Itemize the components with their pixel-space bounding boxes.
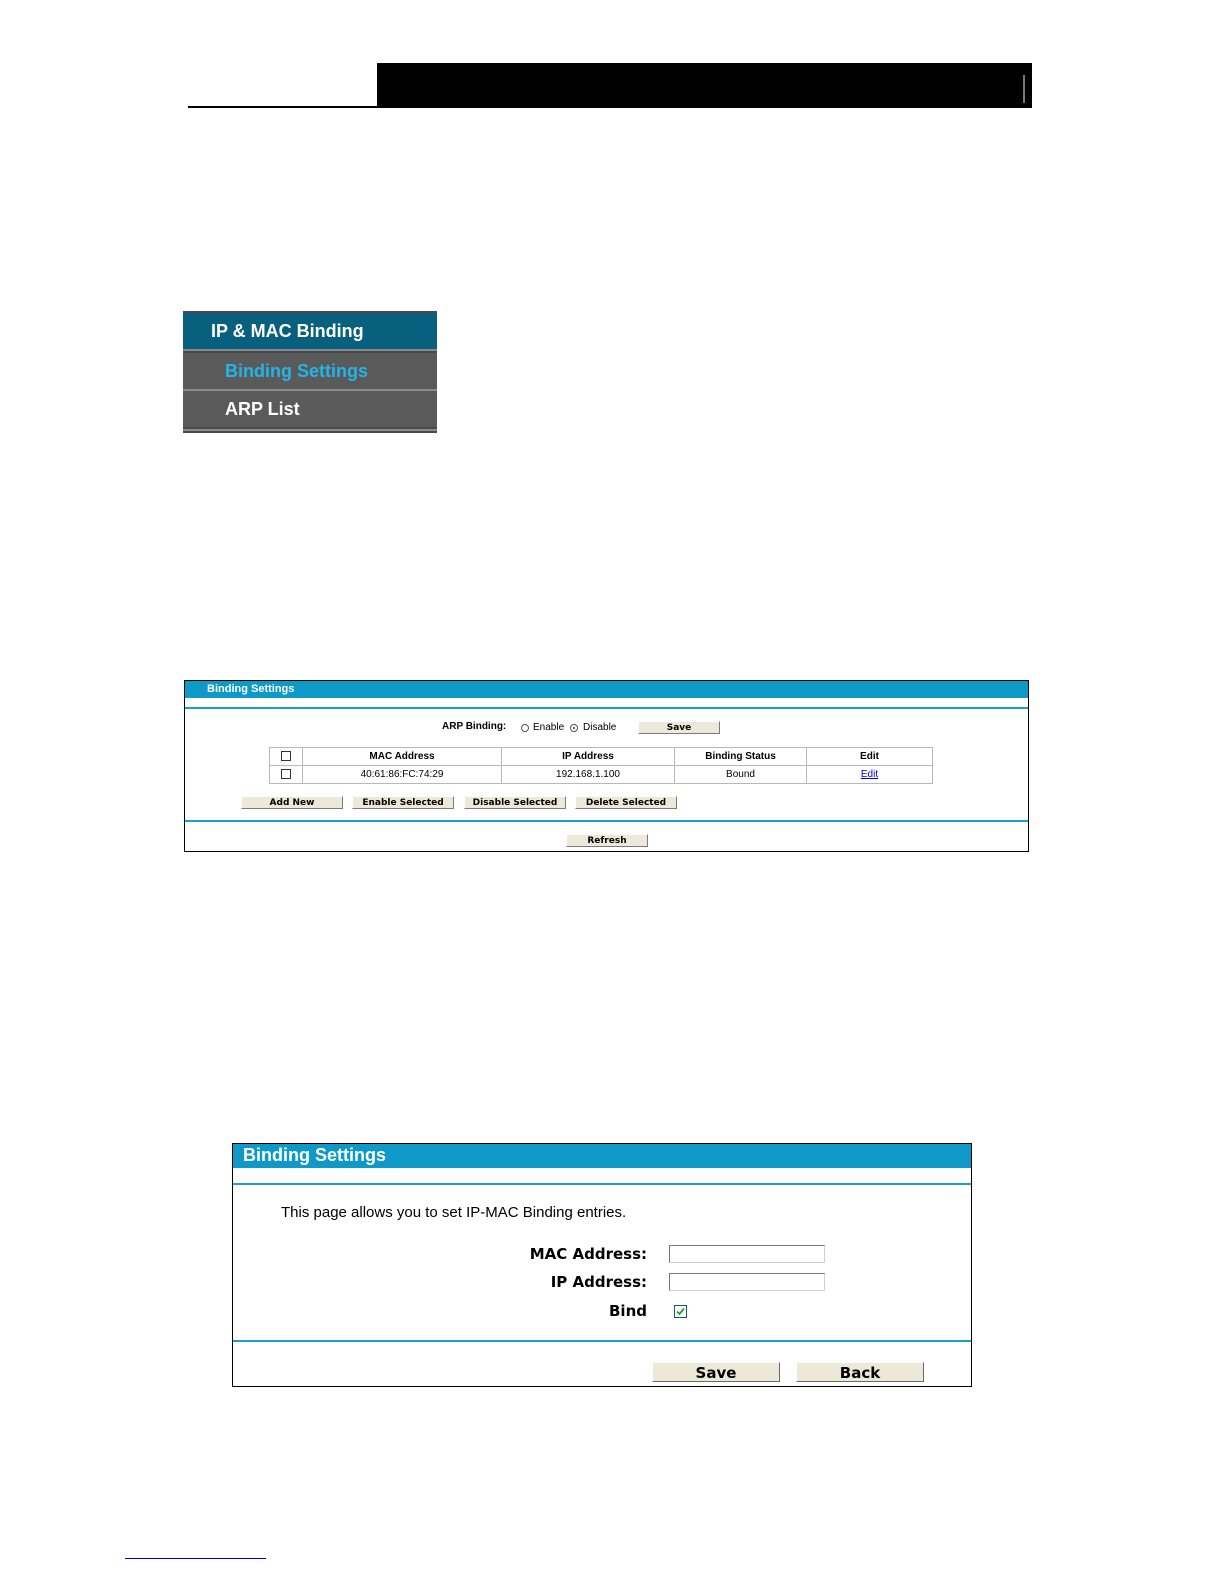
column-header-ip: IP Address bbox=[502, 748, 675, 766]
select-all-cell bbox=[270, 748, 303, 766]
arp-enable-label: Enable bbox=[533, 722, 565, 733]
panel-divider bbox=[185, 707, 1028, 709]
arp-disable-radio[interactable] bbox=[570, 724, 578, 732]
column-header-mac: MAC Address bbox=[303, 748, 502, 766]
binding-list-panel bbox=[184, 680, 1029, 852]
enable-selected-button[interactable]: Enable Selected bbox=[352, 796, 454, 809]
mac-address-label: MAC Address: bbox=[529, 1245, 647, 1263]
panel-title: Binding Settings bbox=[185, 681, 1028, 698]
refresh-button[interactable]: Refresh bbox=[566, 834, 648, 847]
page-description: This page allows you to set IP-MAC Binding entries. bbox=[281, 1204, 627, 1221]
column-header-status: Binding Status bbox=[675, 748, 807, 766]
delete-selected-button[interactable]: Delete Selected bbox=[575, 796, 677, 809]
sidebar-menu bbox=[183, 311, 437, 433]
header-bar bbox=[377, 63, 1032, 108]
arp-save-button[interactable]: Save bbox=[638, 721, 720, 734]
row-edit-link[interactable]: Edit bbox=[860, 769, 879, 780]
panel-title: Binding Settings bbox=[233, 1144, 971, 1168]
panel-divider bbox=[233, 1183, 971, 1185]
menu-item-binding-settings[interactable]: Binding Settings bbox=[183, 353, 437, 389]
table-header-row bbox=[270, 748, 933, 766]
save-button[interactable]: Save bbox=[652, 1362, 780, 1382]
table-row bbox=[270, 766, 933, 784]
bind-checkbox[interactable] bbox=[674, 1305, 687, 1318]
column-header-edit: Edit bbox=[807, 748, 933, 766]
menu-heading-ip-mac-binding[interactable]: IP & MAC Binding bbox=[183, 313, 437, 349]
arp-binding-label: ARP Binding: bbox=[442, 721, 507, 732]
panel-divider bbox=[185, 820, 1028, 822]
bind-label: Bind bbox=[609, 1302, 647, 1320]
header-rule bbox=[188, 106, 1032, 108]
row-ip: 192.168.1.100 bbox=[502, 766, 675, 784]
row-mac: 40:61:86:FC:74:29 bbox=[303, 766, 502, 784]
ip-address-input[interactable] bbox=[669, 1273, 825, 1291]
add-entry-panel bbox=[232, 1143, 972, 1387]
checkmark-icon bbox=[676, 1307, 685, 1316]
menu-divider bbox=[183, 349, 437, 351]
add-new-button[interactable]: Add New bbox=[241, 796, 343, 809]
row-checkbox[interactable] bbox=[281, 769, 291, 779]
row-edit-cell bbox=[807, 766, 933, 784]
row-select-cell bbox=[270, 766, 303, 784]
binding-table bbox=[269, 747, 933, 784]
back-button[interactable]: Back bbox=[796, 1362, 924, 1382]
ip-address-label: IP Address: bbox=[550, 1273, 647, 1291]
mac-address-input[interactable] bbox=[669, 1245, 825, 1263]
row-status: Bound bbox=[675, 766, 807, 784]
header-bar-divider bbox=[1023, 75, 1025, 103]
arp-disable-label: Disable bbox=[583, 722, 617, 733]
disable-selected-button[interactable]: Disable Selected bbox=[464, 796, 566, 809]
menu-divider bbox=[183, 429, 437, 431]
menu-item-arp-list[interactable]: ARP List bbox=[183, 391, 437, 427]
arp-enable-radio[interactable] bbox=[521, 724, 529, 732]
select-all-checkbox[interactable] bbox=[281, 751, 291, 761]
panel-divider bbox=[233, 1340, 971, 1342]
footer-link-underline bbox=[125, 1558, 266, 1559]
